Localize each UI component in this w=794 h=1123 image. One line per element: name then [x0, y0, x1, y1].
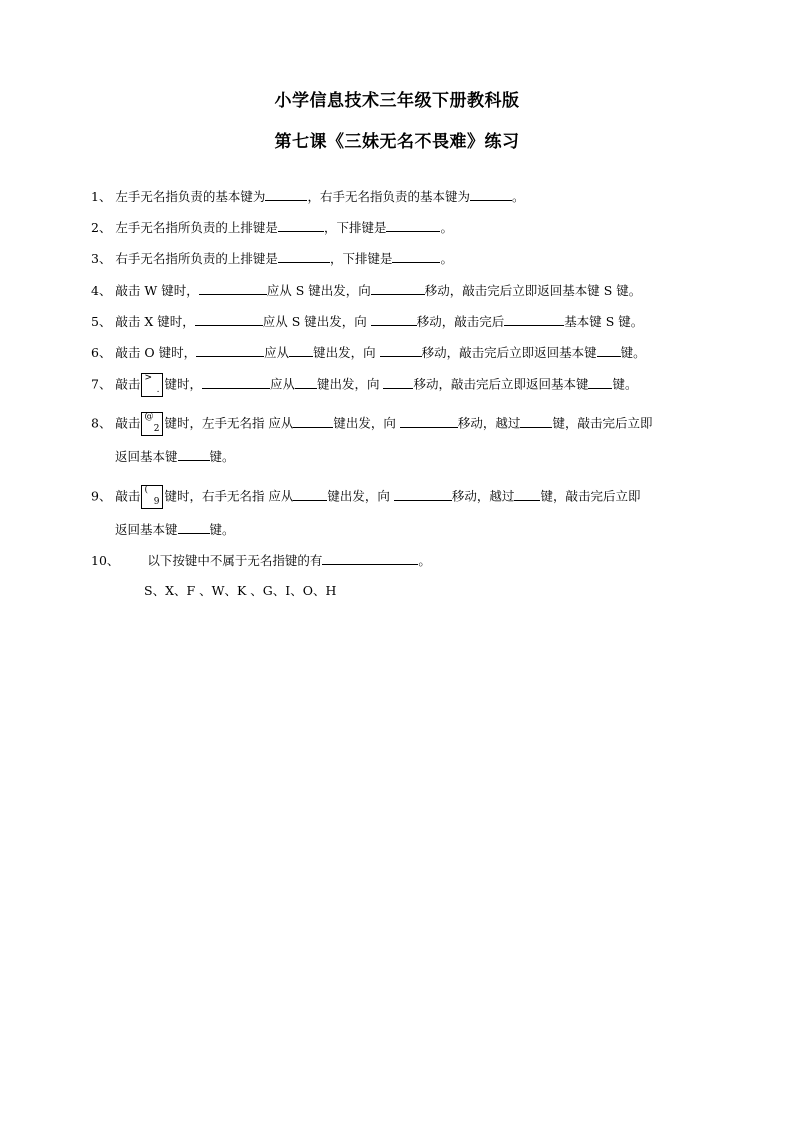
q1-blank-2[interactable] — [470, 187, 512, 201]
q6-text-c: 键出发，向 — [313, 345, 376, 360]
q3-blank-1[interactable] — [278, 249, 330, 263]
q9-text-f: 返回基本键 — [115, 522, 178, 537]
q7-text-f: 键。 — [612, 376, 638, 392]
q9-text-g: 键。 — [209, 522, 235, 537]
q3-text-b: ，下排键是 — [329, 251, 393, 266]
q1-text-c: 。 — [511, 189, 525, 204]
q7-blank-3[interactable] — [383, 375, 413, 389]
q8-text-c: 键出发，向 — [333, 415, 396, 431]
q1-text-b: ，右手无名指负责的基本键为 — [307, 189, 470, 204]
q7-blank-4[interactable] — [588, 375, 612, 389]
q10-end: 。 — [418, 553, 431, 568]
question-3 — [91, 249, 453, 268]
q2-text-c: 。 — [440, 220, 453, 235]
q8-text-b: 键时，左手无名指 应从 — [164, 415, 294, 431]
question-9 — [91, 485, 640, 509]
q9-blank-2[interactable] — [394, 487, 452, 501]
key-2-icon: @ 2 — [141, 412, 163, 436]
q9-text-b: 键时，右手无名指 应从 — [164, 488, 294, 504]
question-2 — [91, 218, 453, 237]
question-6 — [91, 343, 646, 362]
q6-blank-2[interactable] — [289, 343, 313, 357]
q8-blank-2[interactable] — [400, 414, 458, 428]
q7-text-a: 7、 敲击 — [91, 376, 141, 392]
question-8-cont — [115, 447, 235, 466]
question-4 — [91, 281, 641, 300]
q6-text-e: 键。 — [620, 345, 646, 360]
q8-blank-3[interactable] — [520, 414, 552, 428]
q10-options: S、X、F 、W、K 、G、I、O、H — [144, 583, 337, 598]
q4-text-b: 应从 S 键出发，向 — [266, 283, 371, 298]
q5-text-d: 基本键 S 键。 — [564, 314, 644, 329]
q9-text-c: 键出发，向 — [327, 488, 390, 504]
q8-blank-1[interactable] — [293, 414, 333, 428]
q3-text-c: 。 — [440, 251, 453, 266]
question-10 — [91, 551, 431, 570]
q4-blank-2[interactable] — [371, 281, 425, 295]
q5-text-b: 应从 S 键出发，向 — [262, 314, 367, 329]
q3-blank-2[interactable] — [392, 249, 440, 263]
q2-text-a: 2、 左手无名指所负责的上排键是 — [91, 220, 278, 235]
q1-text-a: 1、 左手无名指负责的基本键为 — [91, 189, 266, 204]
key-9-icon: ( 9 — [141, 485, 163, 509]
q5-blank-2[interactable] — [371, 312, 417, 326]
q5-blank-3[interactable] — [504, 312, 564, 326]
q7-blank-2[interactable] — [295, 375, 317, 389]
question-1 — [91, 187, 524, 206]
key-period-icon: > . — [141, 373, 163, 397]
q6-text-d: 移动，敲击完后立即返回基本键 — [421, 345, 597, 360]
q7-blank-1[interactable] — [202, 375, 270, 389]
q5-text-c: 移动，敲击完后 — [416, 314, 505, 329]
q4-text-c: 移动，敲击完后立即返回基本键 S 键。 — [424, 283, 642, 298]
question-5 — [91, 312, 643, 331]
q6-blank-1[interactable] — [196, 343, 264, 357]
q2-text-b: ，下排键是 — [323, 220, 387, 235]
q5-text-a: 5、 敲击 X 键时， — [91, 314, 195, 329]
q8-text-d: 移动，越过 — [457, 415, 521, 431]
q1-blank-1[interactable] — [265, 187, 307, 201]
q3-text-a: 3、 右手无名指所负责的上排键是 — [91, 251, 278, 266]
q6-text-a: 6、 敲击 O 键时， — [91, 345, 197, 360]
q8-text-g: 键。 — [209, 449, 235, 464]
q7-text-c: 应从 — [269, 376, 295, 392]
q9-blank-3[interactable] — [514, 487, 540, 501]
q4-blank-1[interactable] — [199, 281, 267, 295]
q9-text-d: 移动，越过 — [451, 488, 515, 504]
q8-text-a: 8、 敲击 — [91, 415, 141, 431]
q6-blank-4[interactable] — [597, 343, 621, 357]
q9-text-e: 键，敲击完后立即 — [540, 488, 641, 504]
q6-blank-3[interactable] — [380, 343, 422, 357]
question-8 — [91, 412, 652, 436]
q8-text-e: 键，敲击完后立即 — [552, 415, 653, 431]
q7-text-b: 键时， — [164, 376, 202, 392]
q5-blank-1[interactable] — [195, 312, 263, 326]
q10-text: 以下按键中不属于无名指键的有 — [147, 553, 323, 568]
q10-blank[interactable] — [322, 551, 418, 565]
q10-number: 10、 — [91, 553, 120, 568]
question-7 — [91, 373, 638, 397]
question-9-cont — [115, 520, 235, 539]
q9-blank-1[interactable] — [293, 487, 327, 501]
q9-text-a: 9、 敲击 — [91, 488, 141, 504]
q2-blank-2[interactable] — [386, 218, 440, 232]
q7-text-e: 移动，敲击完后立即返回基本键 — [413, 376, 589, 392]
q8-blank-4[interactable] — [178, 447, 210, 461]
document-title: 小学信息技术三年级下册教科版 — [274, 91, 520, 111]
q8-text-f: 返回基本键 — [115, 449, 178, 464]
q2-blank-1[interactable] — [278, 218, 324, 232]
q7-text-d: 键出发，向 — [316, 376, 380, 392]
lesson-title: 第七课《三妹无名不畏难》练习 — [274, 132, 520, 152]
q4-text-a: 4、 敲击 W 键时， — [91, 283, 199, 298]
q6-text-b: 应从 — [264, 345, 290, 360]
q9-blank-4[interactable] — [178, 520, 210, 534]
